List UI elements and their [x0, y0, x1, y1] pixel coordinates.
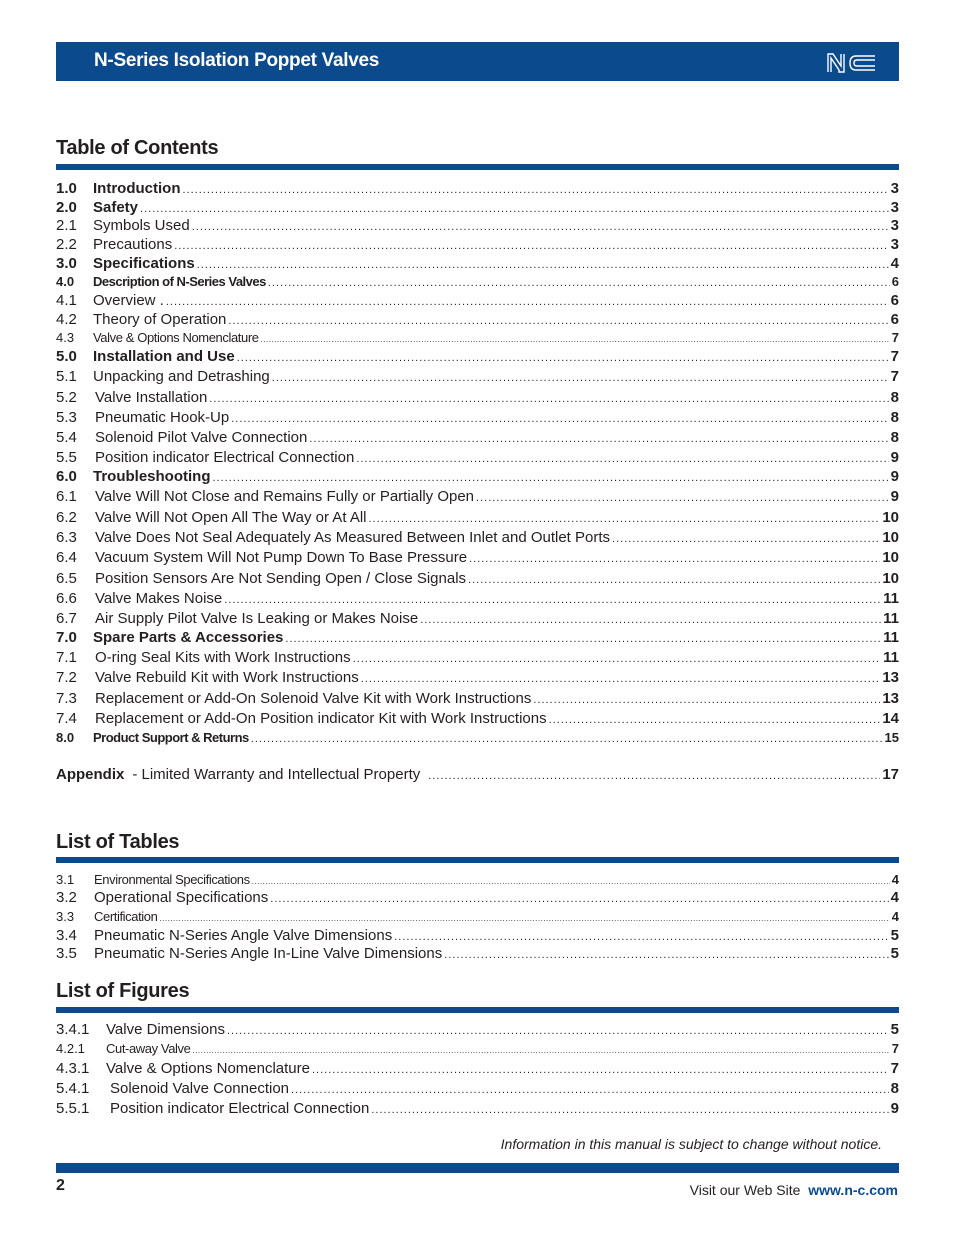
toc-entry[interactable] — [56, 509, 899, 528]
entry-page-number: 7 — [890, 368, 899, 385]
toc-heading: Table of Contents — [56, 137, 219, 159]
table-list-entry[interactable] — [56, 908, 899, 928]
entry-page-number: 9 — [890, 468, 899, 485]
entry-title: Product Support & Returns — [93, 730, 249, 745]
dot-leader — [420, 611, 881, 629]
entry-title: Pneumatic Hook-Up — [95, 409, 230, 426]
entry-number: 3.4 — [56, 927, 77, 944]
entry-title: Valve & Options Nomenclature — [106, 1060, 310, 1077]
entry-page-number: 6 — [890, 292, 899, 309]
document-title: N-Series Isolation Poppet Valves — [94, 50, 380, 71]
entry-page-number: 6 — [890, 311, 899, 328]
entry-number: 3.0 — [56, 255, 77, 272]
page-number: 2 — [56, 1177, 65, 1194]
toc-entry[interactable] — [56, 348, 899, 367]
entry-title: Air Supply Pilot Valve Is Leaking or Makes Noise — [95, 610, 419, 627]
entry-title: Replacement or Add-On Position indicator Kit with Work Instructions — [95, 710, 547, 727]
toc-entry[interactable] — [56, 570, 899, 589]
entry-page-number: 5 — [890, 927, 899, 944]
entry-number: 5.5.1 — [56, 1100, 90, 1117]
entry-title: Cut-away Valve — [106, 1041, 191, 1056]
entry-number: 1.0 — [56, 180, 77, 197]
dot-leader — [231, 410, 888, 428]
entry-number: 7.3 — [56, 690, 77, 707]
footer-website — [690, 1182, 898, 1198]
entry-title: Valve Dimensions — [106, 1021, 225, 1038]
entry-title: Certification — [94, 909, 158, 924]
entry-number: 2.0 — [56, 199, 77, 216]
entry-page-number: 8 — [890, 409, 899, 426]
entry-title: Position Sensors Are Not Sending Open / Close Signals — [95, 570, 467, 587]
entry-page-number: 8 — [890, 429, 899, 446]
dot-leader — [268, 274, 890, 292]
dot-leader — [227, 1022, 889, 1040]
entry-number: 5.1 — [56, 368, 77, 385]
dot-leader — [224, 591, 881, 609]
dot-leader — [309, 430, 888, 448]
entry-number: 6.6 — [56, 590, 77, 607]
entry-page-number: 4 — [890, 889, 899, 906]
entry-title: Solenoid Valve Connection — [110, 1080, 290, 1097]
dot-leader — [444, 946, 888, 964]
entry-title: Valve Will Not Open All The Way or At All — [95, 509, 367, 526]
dot-leader — [468, 571, 880, 589]
toc-entry[interactable] — [56, 409, 899, 428]
toc-entry[interactable] — [56, 273, 899, 292]
visit-label: Visit our Web Site — [689, 1182, 801, 1198]
dot-leader — [251, 730, 883, 748]
dot-leader — [237, 349, 889, 367]
entry-number: 6.0 — [56, 468, 77, 485]
figure-list-entry[interactable] — [56, 1060, 899, 1079]
entry-number: 4.2 — [56, 311, 77, 328]
entry-page-number: 7 — [890, 348, 899, 365]
dot-leader — [159, 910, 889, 928]
dot-leader — [361, 670, 881, 688]
entry-page-number: 14 — [882, 710, 899, 727]
entry-page-number: 10 — [882, 549, 899, 566]
entry-title: Operational Specifications — [94, 889, 269, 906]
entry-number: 6.5 — [56, 570, 77, 587]
figure-list-entry[interactable] — [56, 1021, 899, 1040]
entry-title: Valve Rebuild Kit with Work Instructions — [95, 669, 359, 686]
entry-title: Valve Makes Noise — [95, 590, 223, 607]
entry-title: Description of N-Series Valves — [93, 274, 266, 289]
appendix-title: - Limited Warranty and Intellectual Property — [132, 766, 421, 783]
toc-entry[interactable] — [56, 468, 899, 487]
entry-number: 5.3 — [56, 409, 77, 426]
entry-number: 4.3 — [56, 330, 75, 345]
entry-title: Valve Installation — [95, 389, 208, 406]
entry-title: Symbols Used — [93, 217, 190, 234]
entry-number: 7.1 — [56, 649, 77, 666]
dot-leader — [312, 1061, 889, 1079]
appendix-page-number: 17 — [882, 766, 899, 783]
entry-title: Replacement or Add-On Solenoid Valve Kit with Work Instructions — [95, 690, 532, 707]
dot-leader — [428, 767, 880, 785]
entry-title: Environmental Specifications — [94, 872, 250, 887]
footer-rule — [56, 1163, 899, 1173]
entry-number: 6.3 — [56, 529, 77, 546]
table-list-entry[interactable] — [56, 927, 899, 946]
entry-title: Valve Does Not Seal Adequately As Measured Between Inlet and Outlet Ports — [95, 529, 611, 546]
entry-page-number: 3 — [890, 236, 899, 253]
entry-title: Valve Will Not Close and Remains Fully or Partially Open — [95, 488, 475, 505]
dot-leader — [270, 890, 888, 908]
entry-number: 7.0 — [56, 629, 77, 646]
entry-number: 5.5 — [56, 449, 77, 466]
entry-page-number: 10 — [882, 509, 899, 526]
nc-logo — [825, 51, 879, 75]
entry-title: Precautions — [93, 236, 173, 253]
dot-leader — [356, 450, 888, 468]
toc-entry[interactable] — [56, 669, 899, 688]
toc-entry[interactable] — [56, 449, 899, 468]
entry-number: 3.4.1 — [56, 1021, 90, 1038]
dot-leader — [174, 237, 888, 255]
dot-leader — [291, 1081, 889, 1099]
appendix-label: Appendix — [56, 766, 125, 783]
entry-page-number: 3 — [890, 217, 899, 234]
entry-number: 4.0 — [56, 274, 75, 289]
entry-title: Troubleshooting — [93, 468, 211, 485]
change-notice: Information in this manual is subject to change without notice. — [500, 1136, 882, 1152]
entry-page-number: 7 — [891, 1041, 899, 1056]
entry-page-number: 10 — [882, 570, 899, 587]
header-bar — [56, 42, 899, 81]
entry-title: Unpacking and Detrashing — [93, 368, 270, 385]
entry-page-number: 9 — [890, 449, 899, 466]
entry-number: 3.1 — [56, 872, 75, 887]
dot-leader — [394, 928, 888, 946]
entry-title: Position indicator Electrical Connection — [110, 1100, 370, 1117]
entry-page-number: 5 — [890, 945, 899, 962]
entry-number: 6.4 — [56, 549, 77, 566]
toc-entry[interactable] — [56, 590, 899, 609]
entry-title: Vacuum System Will Not Pump Down To Base Pressure — [95, 549, 468, 566]
entry-page-number: 4 — [891, 909, 899, 924]
dot-leader — [197, 256, 889, 274]
entry-page-number: 7 — [890, 1060, 899, 1077]
entry-page-number: 11 — [883, 590, 899, 607]
toc-entry[interactable] — [56, 199, 899, 218]
entry-page-number: 9 — [890, 1100, 899, 1117]
entry-number: 7.2 — [56, 669, 77, 686]
entry-number: 6.7 — [56, 610, 77, 627]
toc-entry[interactable] — [56, 549, 899, 568]
entry-title: Theory of Operation — [93, 311, 227, 328]
entry-page-number: 5 — [890, 1021, 899, 1038]
dot-leader — [192, 1042, 889, 1060]
entry-page-number: 8 — [890, 1080, 899, 1097]
entry-title: Safety — [93, 199, 139, 216]
entry-title: Overview . — [93, 292, 164, 309]
toc-entry[interactable] — [56, 710, 899, 729]
entry-page-number: 3 — [890, 180, 899, 197]
toc-entry[interactable] — [56, 311, 899, 330]
dot-leader — [272, 369, 889, 387]
toc-entry[interactable] — [56, 729, 899, 748]
entry-page-number: 8 — [890, 389, 899, 406]
entry-title: Solenoid Pilot Valve Connection — [95, 429, 308, 446]
entry-page-number: 11 — [883, 629, 899, 646]
dot-leader — [182, 181, 888, 199]
entry-title: O-ring Seal Kits with Work Instructions — [95, 649, 351, 666]
entry-page-number: 10 — [882, 529, 899, 546]
entry-number: 5.0 — [56, 348, 77, 365]
toc-entry[interactable] — [56, 389, 899, 408]
entry-number: 6.2 — [56, 509, 77, 526]
entry-page-number: 13 — [882, 669, 899, 686]
entry-number: 3.3 — [56, 909, 75, 924]
toc-entry[interactable] — [56, 690, 899, 709]
toc-entry[interactable] — [56, 292, 899, 311]
entry-title: Specifications — [93, 255, 195, 272]
entry-number: 3.5 — [56, 945, 77, 962]
entry-page-number: 4 — [890, 255, 899, 272]
figure-list-entry[interactable] — [56, 1100, 899, 1119]
dot-leader — [213, 469, 889, 487]
entry-title: Pneumatic N-Series Angle Valve Dimensions — [94, 927, 393, 944]
dot-leader — [261, 331, 890, 349]
figure-list-entry[interactable] — [56, 1040, 899, 1060]
tables-rule — [56, 857, 899, 863]
table-list-entry[interactable] — [56, 871, 899, 891]
toc-entry[interactable] — [56, 488, 899, 507]
toc-entry[interactable] — [56, 629, 899, 648]
entry-number: 2.1 — [56, 217, 77, 234]
dot-leader — [549, 711, 881, 729]
entry-page-number: 3 — [890, 199, 899, 216]
dot-leader — [533, 691, 880, 709]
dot-leader — [369, 510, 881, 528]
toc-entry[interactable] — [56, 529, 899, 548]
toc-appendix-entry[interactable] — [56, 766, 899, 785]
table-list-entry[interactable] — [56, 889, 899, 908]
entry-page-number: 11 — [883, 610, 899, 627]
entry-number: 5.4.1 — [56, 1080, 90, 1097]
entry-number: 4.1 — [56, 292, 77, 309]
entry-number: 4.2.1 — [56, 1041, 85, 1056]
figure-list-entry[interactable] — [56, 1080, 899, 1099]
entry-page-number: 4 — [891, 872, 899, 887]
figures-heading: List of Figures — [56, 980, 190, 1002]
toc-entry[interactable] — [56, 255, 899, 274]
entry-title: Installation and Use — [93, 348, 235, 365]
entry-page-number: 6 — [891, 274, 899, 289]
dot-leader — [612, 530, 880, 548]
toc-entry[interactable] — [56, 180, 899, 199]
entry-title: Introduction — [93, 180, 181, 197]
entry-number: 5.2 — [56, 389, 77, 406]
dot-leader — [140, 200, 889, 218]
entry-title: Valve & Options Nomenclature — [93, 330, 259, 345]
dot-leader — [371, 1101, 888, 1119]
dot-leader — [192, 218, 889, 236]
dot-leader — [166, 293, 889, 311]
entry-page-number: 9 — [890, 488, 899, 505]
dot-leader — [228, 312, 888, 330]
figures-rule — [56, 1007, 899, 1013]
entry-title: Spare Parts & Accessories — [93, 629, 284, 646]
toc-entry[interactable] — [56, 217, 899, 236]
toc-entry[interactable] — [56, 429, 899, 448]
toc-entry[interactable] — [56, 649, 899, 668]
entry-number: 7.4 — [56, 710, 77, 727]
table-list-entry[interactable] — [56, 945, 899, 964]
dot-leader — [285, 630, 881, 648]
entry-number: 5.4 — [56, 429, 77, 446]
entry-title: Pneumatic N-Series Angle In-Line Valve Dimensions — [94, 945, 443, 962]
entry-page-number: 15 — [884, 730, 899, 745]
toc-entry[interactable] — [56, 329, 899, 349]
website-link[interactable]: www.n-c.com — [808, 1182, 898, 1198]
toc-entry[interactable] — [56, 610, 899, 629]
entry-title: Position indicator Electrical Connection — [95, 449, 355, 466]
dot-leader — [353, 650, 882, 668]
toc-entry[interactable] — [56, 368, 899, 387]
entry-number: 4.3.1 — [56, 1060, 90, 1077]
dot-leader — [209, 390, 888, 408]
entry-number: 6.1 — [56, 488, 77, 505]
entry-page-number: 11 — [883, 649, 899, 666]
entry-page-number: 7 — [891, 330, 899, 345]
dot-leader — [469, 550, 880, 568]
entry-number: 8.0 — [56, 730, 75, 745]
toc-entry[interactable] — [56, 236, 899, 255]
dot-leader — [476, 489, 889, 507]
entry-number: 3.2 — [56, 889, 77, 906]
entry-number: 2.2 — [56, 236, 77, 253]
entry-page-number: 13 — [882, 690, 899, 707]
toc-rule — [56, 164, 899, 170]
tables-heading: List of Tables — [56, 831, 180, 853]
